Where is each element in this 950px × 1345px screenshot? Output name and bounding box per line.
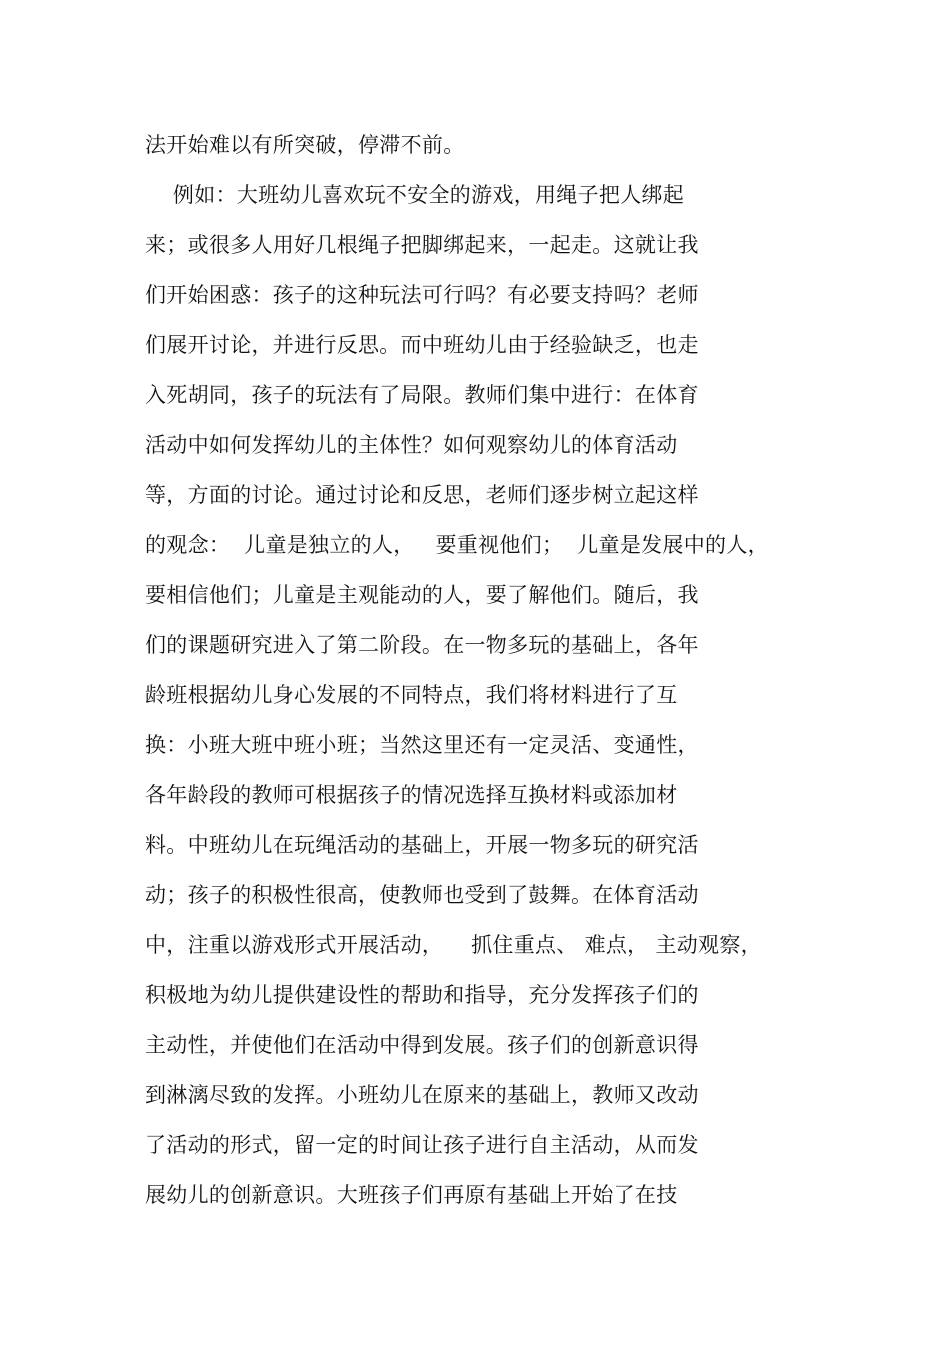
body-text [145, 120, 825, 1220]
text-line: 龄班根据幼儿身心发展的不同特点，我们将材料进行了互 [145, 683, 678, 707]
text-line: 的观念： 儿童是独立的人， 要重视他们； 儿童是发展中的人， [145, 533, 769, 557]
text-line: 来；或很多人用好几根绳子把脚绑起来，一起走。这就让我 [145, 233, 699, 257]
text-line: 们展开讨论，并进行反思。而中班幼儿由于经验缺乏，也走 [145, 333, 699, 357]
text-line: 换：小班大班中班小班；当然这里还有一定灵活、变通性， [145, 733, 699, 757]
text-line: 中，注重以游戏形式开展活动， 抓住重点、 难点， 主动观察， [145, 933, 762, 957]
text-line: 积极地为幼儿提供建设性的帮助和指导，充分发挥孩子们的 [145, 983, 699, 1007]
text-line: 料。中班幼儿在玩绳活动的基础上，开展一物多玩的研究活 [145, 833, 699, 857]
text-line: 们的课题研究进入了第二阶段。在一物多玩的基础上，各年 [145, 633, 699, 657]
text-line: 了活动的形式，留一定的时间让孩子进行自主活动，从而发 [145, 1133, 699, 1157]
text-line: 主动性，并使他们在活动中得到发展。孩子们的创新意识得 [145, 1033, 699, 1057]
text-line: 活动中如何发挥幼儿的主体性？如何观察幼儿的体育活动 [145, 433, 678, 457]
text-line: 要相信他们；儿童是主观能动的人，要了解他们。随后，我 [145, 583, 699, 607]
text-line: 等，方面的讨论。通过讨论和反思，老师们逐步树立起这样 [145, 483, 699, 507]
text-line: 到淋漓尽致的发挥。小班幼儿在原来的基础上，教师又改动 [145, 1083, 699, 1107]
text-line: 展幼儿的创新意识。大班孩子们再原有基础上开始了在技 [145, 1183, 678, 1207]
text-line: 例如：大班幼儿喜欢玩不安全的游戏，用绳子把人绑起 [145, 183, 685, 207]
text-line: 们开始困惑：孩子的这种玩法可行吗？有必要支持吗？老师 [145, 283, 699, 307]
text-line: 法开始难以有所突破，停滞不前。 [145, 133, 465, 157]
text-line: 入死胡同，孩子的玩法有了局限。教师们集中进行：在体育 [145, 383, 699, 407]
text-line: 各年龄段的教师可根据孩子的情况选择互换材料或添加材 [145, 783, 678, 807]
text-line: 动；孩子的积极性很高，使教师也受到了鼓舞。在体育活动 [145, 883, 699, 907]
